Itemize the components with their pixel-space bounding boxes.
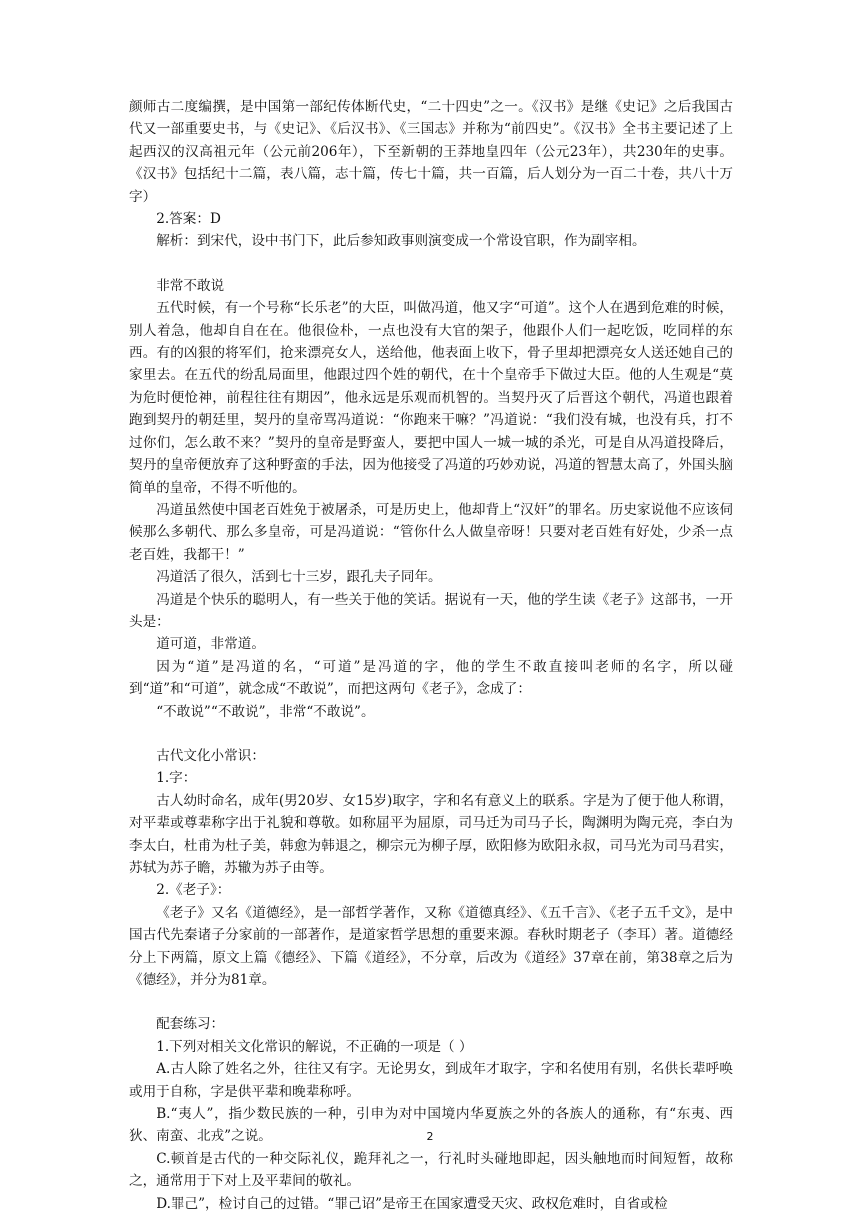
page-number: 2 [426, 1130, 434, 1143]
option-b: B.“夷人”，指少数民族的一种，引申为对中国境内华夏族之外的各族人的通称，有“东夷、西狄、南蛮、北戎”之说。 [129, 1106, 733, 1145]
paragraph: 颜师古二度编撰，是中国第一部纪传体断代史，“二十四史”之一。《汉书》是继《史记》之后我国古代又一部重要史书，与《史记》、《后汉书》、《三国志》并称为“前四史”。《汉书》全书主要记述了上起西汉的汉高祖元年（公元前206年），下至新朝的王莽地皇四年（公元23年），共230年的史事。《汉书》包括纪十二篇，表八篇，志十篇，传七十篇，共一百篇，后人划分为一百二十卷，共八十万字） [129, 99, 733, 205]
story-paragraph: 五代时候，有一个号称“长乐老”的大臣，叫做冯道，他又字“可道”。这个人在遇到危难的时候，别人着急，他却自自在在。他很俭朴，一点也没有大官的架子，他跟仆人们一起吃饭，吃同样的东西。有的凶狠的将军们，抢来漂亮女人，送给他，他表面上收下，骨子里却把漂亮女人送还她自己的家里去。在五代的纷乱局面里，他跟过四个姓的朝代，在十个皇帝手下做过大臣。他的人生观是“莫为危时便怆神，前程往往有期因”，他永远是乐观而机智的。当契丹灭了后晋这个朝代，冯道也跟着跑到契丹的朝廷里，契丹的皇帝骂冯道说：“你跑来干嘛？”冯道说：“我们没有城，也没有兵，打不过你们，怎么敢不来？”契丹的皇帝是野蛮人，要把中国人一城一城的杀光，可是自从冯道投降后，契丹的皇帝便放弃了这种野蛮的手法，因为他接受了冯道的巧妙劝说，冯道的智慧太高了，外国头脑简单的皇帝，不得不听他的。 [129, 300, 733, 496]
spacer [129, 991, 733, 1013]
answer-line: 2.答案：D [156, 211, 221, 228]
story-paragraph: “不敢说”“不敢说”，非常“不敢说”。 [156, 703, 375, 720]
spacer [129, 723, 733, 745]
story-paragraph: 道可道，非常道。 [156, 636, 265, 653]
option-c: C.顿首是古代的一种交际礼仪，跪拜礼之一，行礼时头碰地即起，因头触地而时间短暂，故称之，通常用于下对上及平辈间的敬礼。 [129, 1150, 733, 1190]
knowledge-item-head: 1.字： [156, 770, 197, 787]
option-d: D.罪己”，检讨自己的过错。“罪己诏”是帝王在国家遭受天灾、政权危难时，自省或检 [156, 1195, 668, 1212]
story-title: 非常不敢说 [156, 277, 225, 294]
knowledge-title: 古代文化小常识： [156, 747, 265, 764]
knowledge-item-body: 《老子》又名《道德经》，是一部哲学著作，又称《道德真经》、《五千言》、《老子五千文》，是中国古代先秦诸子分家前的一部著作，是道家哲学思想的重要来源。春秋时期老子（李耳）著。道德经分上下两篇，原文上篇《德经》、下篇《道经》，不分章，后改为《道经》37章在前，第38章之后为《德经》，并分为81章。 [129, 904, 733, 989]
story-paragraph: 冯道虽然使中国老百姓免于被屠杀，可是历史上，他却背上“汉奸”的罪名。历史家说他不应该伺候那么多朝代、那么多皇帝，可是冯道说：“管你什么人做皇帝呀！只要对老百姓有好处，少杀一点老百姓，我都干！” [129, 501, 733, 563]
knowledge-item-head: 2.《老子》： [156, 882, 231, 899]
story-paragraph: 冯道活了很久，活到七十三岁，跟孔夫子同年。 [156, 569, 442, 586]
story-paragraph: 因为“道”是冯道的名，“可道”是冯道的字，他的学生不敢直接叫老师的名字，所以碰到“道”和“可道”，就念成“不敢说”，而把这两句《老子》，念成了： [129, 658, 733, 698]
question-1: 1.下列对相关文化常识的解说，不正确的一项是（ ） [156, 1038, 473, 1055]
document-body [129, 96, 733, 1215]
story-paragraph: 冯道是个快乐的聪明人，有一些关于他的笑话。据说有一天，他的学生读《老子》这部书，一开头是： [129, 591, 733, 630]
practice-title: 配套练习： [156, 1016, 225, 1033]
knowledge-item-body: 古人幼时命名，成年(男20岁、女15岁)取字，字和名有意义上的联系。字是为了便于他人称谓，对平辈或尊辈称字出于礼貌和尊敬。如称屈平为屈原，司马迁为司马子长，陶渊明为陶元亮，李白为李太白，杜甫为杜子美，韩愈为韩退之，柳宗元为柳子厚，欧阳修为欧阳永叔，司马光为司马君实，苏轼为苏子瞻，苏辙为苏子由等。 [129, 792, 733, 876]
analysis-line: 解析：到宋代，设中书门下，此后参知政事则演变成一个常设官职，作为副宰相。 [156, 233, 646, 250]
spacer [129, 253, 733, 275]
option-a: A.古人除了姓名之外，往往又有字。无论男女，到成年才取字，字和名使用有别，名供长辈呼唤或用于自称，字是供平辈和晚辈称呼。 [129, 1061, 733, 1100]
